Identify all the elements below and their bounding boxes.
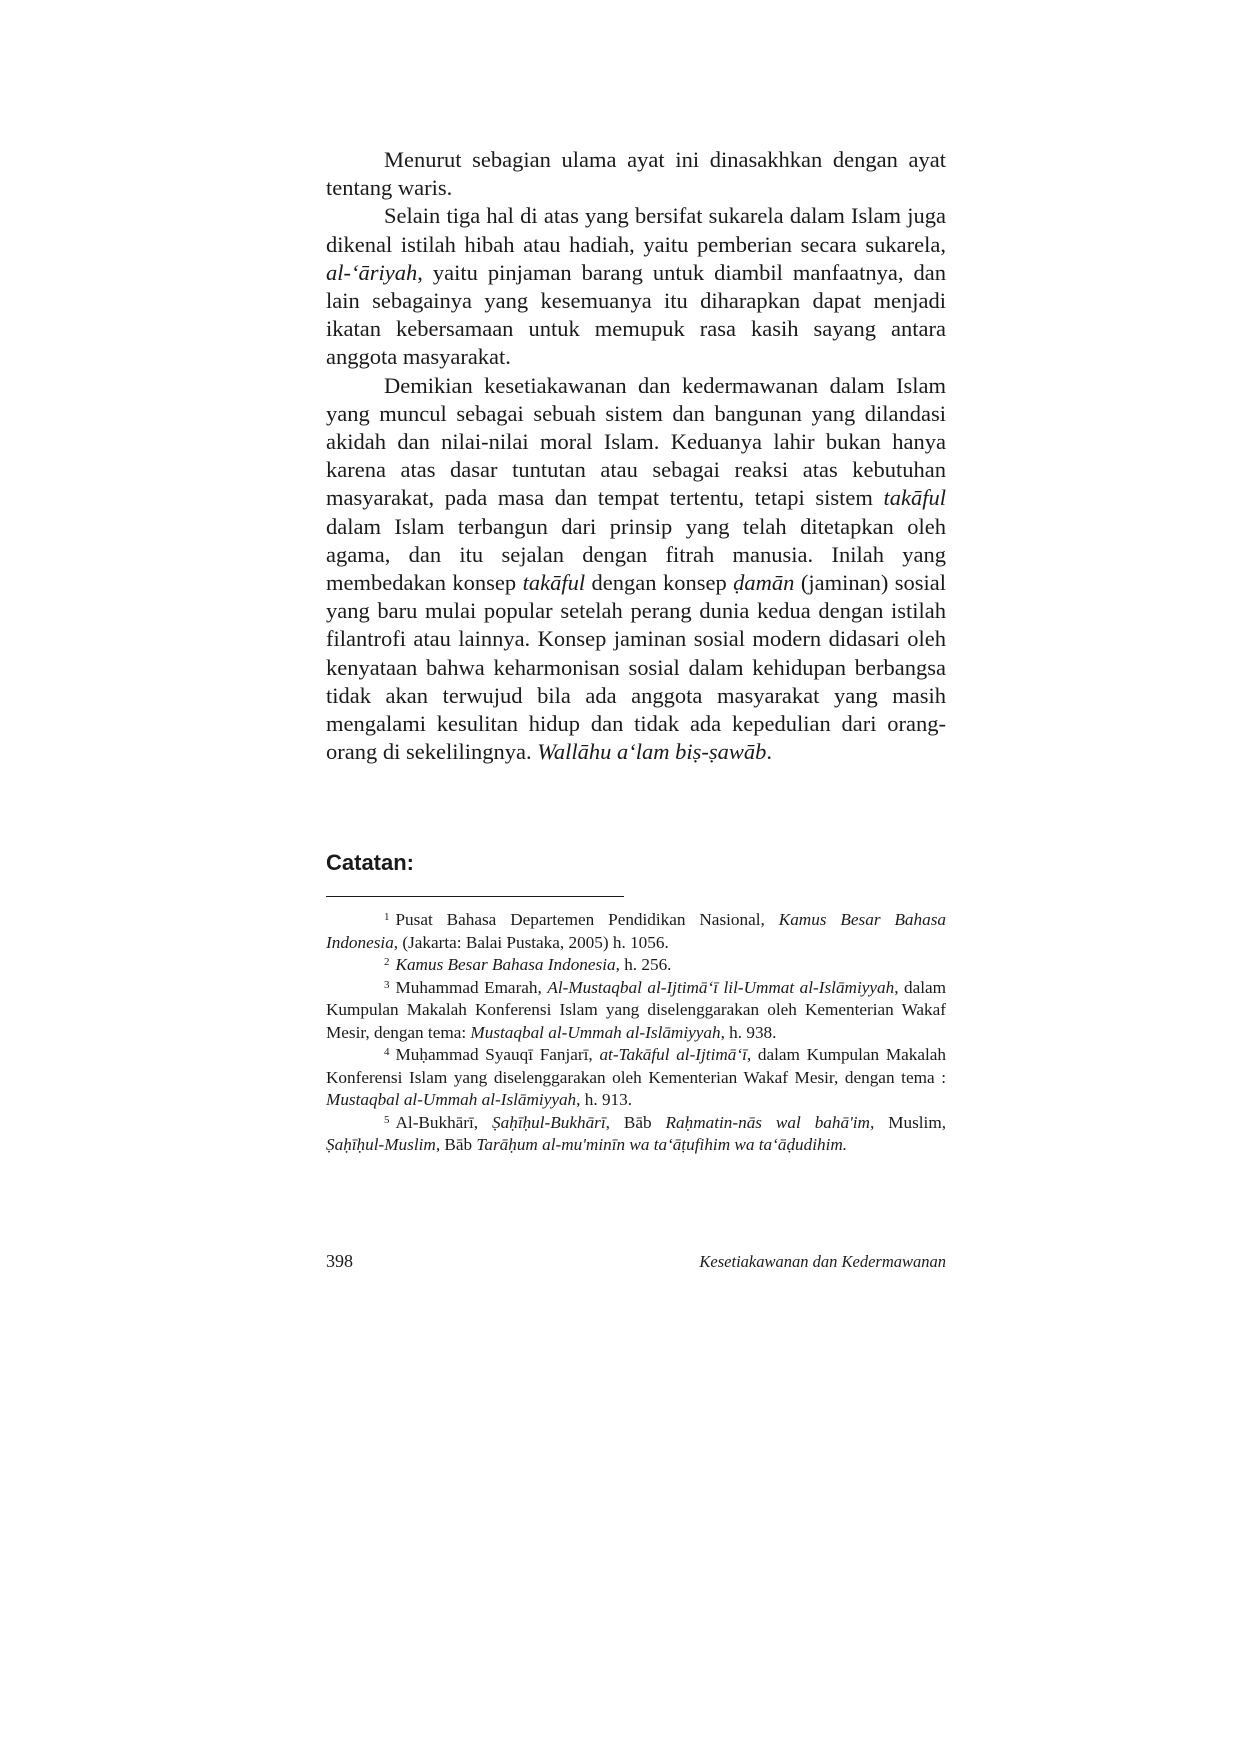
footnote-title: at-Takāful al-Ijtimāʻī [599,1045,747,1064]
footnote-title: Kamus Besar Bahasa Indonesia, [326,910,947,952]
footnote-number: 5 [384,1113,390,1126]
footnote-title: Tarāḥum al-mu'minīn wa taʻāṭufihim wa taʻāḍudihim. [476,1135,848,1154]
footnotes [326,909,946,1157]
footnote-title: Ṣaḥīḥul-Bukhārī [492,1112,606,1132]
footnote-title: Kamus Besar Bahasa Indonesia [395,955,616,974]
footnote-title: Mustaqbal al-Ummah al-Islāmiyyah [326,1090,577,1109]
footnote-text: Muḥammad Syauqī Fanjarī, [395,1045,600,1064]
footnote-number: 3 [384,978,390,991]
footnote-text: , Bāb [435,1135,477,1154]
paragraph-2-text-cont: , yaitu pinjaman barang untuk diambil manfaatnya, dan lain sebagainya yang kesemuanya itu diharapkan dapat menjadi ikatan kebersamaan untuk memupuk rasa kasih sayang antara anggota masyarakat. [326,259,946,370]
paragraph-3-text-cont-2: dengan konsep [585,570,734,596]
footnote-number: 2 [384,956,390,968]
page-number: 398 [326,1251,353,1271]
footnote-1 [326,909,946,954]
footnote-title: Al-Mustaqbal al-Ijtimāʻī lil-Ummat al-Islāmiyyah [547,977,895,997]
footnote-text: , Bāb [605,1112,666,1132]
paragraph-3 [326,372,946,767]
footnote-text: Pusat Bahasa Departemen Pendidikan Nasional, [395,910,779,929]
paragraph-3-text-cont: dalam Islam terbangun dari prinsip yang telah ditetapkan oleh agama, dan itu sejalan dengan fitrah manusia. Inilah yang membedakan konsep [326,513,946,596]
term-takaful-2: takāful [522,570,586,596]
footnote-rule [326,896,624,897]
main-body [326,146,946,766]
footnote-text: , h. 938. [720,1022,777,1042]
footnote-title: Mustaqbal al-Ummah al-Islāmiyyah [470,1022,721,1042]
closing-period: . [766,739,773,765]
footnote-5 [326,1112,946,1157]
closing-phrase: Wallāhu aʻlam biṣ-ṣawāb [537,739,767,765]
footnote-number: 1 [384,911,390,923]
footnote-text: (Jakarta: Balai Pustaka, 2005) h. 1056. [398,932,669,952]
running-title: Kesetiakawanan dan Kedermawanan [699,1252,946,1271]
term-daman: ḍamān [733,570,795,596]
footnote-text: Muhammad Emarah, [395,977,548,997]
footnote-text: , h. 256. [615,955,672,974]
footnote-text: , h. 913. [576,1090,633,1109]
footnote-3 [326,977,946,1045]
footnote-title: Raḥmatin-nās wal bahā'im [665,1112,870,1132]
footnote-4 [326,1044,946,1112]
footnote-text: , dalam Kumpulan Makalah Konferensi Islam yang diselenggarakan oleh Kementerian Wakaf Mesir, dengan tema : [326,1045,946,1087]
body-text [326,146,946,766]
paragraph-2 [326,202,946,371]
term-al-ariyah: al-ʻāriyah [326,259,418,285]
paragraph-3-text-cont-3: (jaminan) sosial yang baru mulai popular setelah perang dunia kedua dengan istilah filantrofi atau lainnya. Konsep jaminan sosial modern didasari oleh kenyataan bahwa keharmonisan sosial dalam kehidupan berbangsa tidak akan terwujud bila ada anggota masyarakat yang masih mengalami kesulitan hidup dan tidak ada kepedulian dari orang-orang di sekelilingnya. [326,570,947,765]
footnote-title: Ṣaḥīḥul-Muslim [326,1135,436,1154]
footnote-text: Al-Bukhārī, [395,1112,493,1132]
footnote-number: 4 [384,1046,390,1058]
paragraph-1 [326,146,946,202]
footnote-text: , Muslim, [869,1112,946,1132]
term-takaful: takāful [883,485,946,511]
paragraph-2-text: Selain tiga hal di atas yang bersifat sukarela dalam Islam juga dikenal istilah hibah atau hadiah, yaitu pemberian secara sukarela, [326,203,946,257]
paragraph-3-text: Demikian kesetiakawanan dan kedermawanan dalam Islam yang muncul sebagai sebuah sistem dan bangunan yang dilandasi akidah dan nilai-nilai moral Islam. Keduanya lahir bukan hanya karena atas dasar tuntutan atau sebagai reaksi atas kebutuhan masyarakat, pada masa dan tempat tertentu, tetapi sistem [326,372,946,511]
footnote-text: , dalam Kumpulan Makalah Konferensi Islam yang diselenggarakan oleh Kementerian Wakaf Mesir, dengan tema: [326,977,946,1042]
notes-heading: Catatan: [326,850,415,875]
paragraph-1-text: Menurut sebagian ulama ayat ini dinasakhkan dengan ayat tentang waris. [326,147,946,201]
footnote-2 [326,954,946,977]
